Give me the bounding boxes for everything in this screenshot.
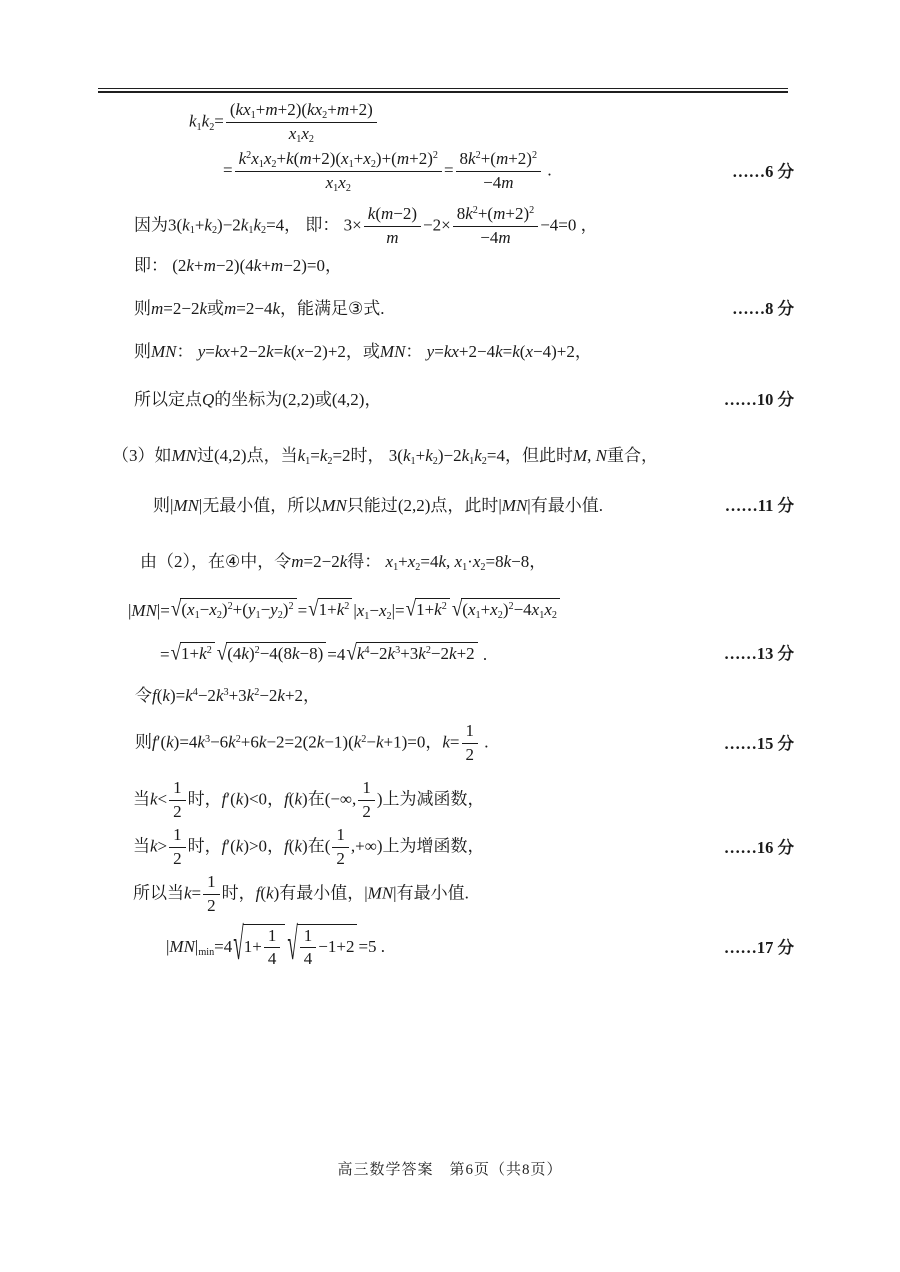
equation-line-9 [100,494,794,518]
equation-line-10 [100,550,794,574]
equation-content: 则$f'(k)=4k^3-6k^2+6k-2=2(2k-1)(k^2-k+1)=0$，k= $\frac{1}{2}$ . [135,721,489,764]
equation-content: k1k2= $\frac{(kx1+m+2)(kx2+m+2)}{x1x2}$ [100,99,379,146]
equation-line-2 [100,148,794,195]
equation-line-7 [100,388,794,412]
equation-line-11 [100,598,794,622]
equation-line-15 [100,777,794,824]
equation-content: 则m=2−2k或m=2−4k，能满足③式. [134,298,385,318]
equation-line-13 [100,684,794,708]
equation-content: 由（2），在④中，令m=2−2k得： x1+x2=4k, x1·x2=8k−8， [140,551,547,573]
equation-line-6 [100,340,794,364]
equation-line-14 [100,720,794,767]
equation-content: 则|MN|无最小值，所以MN只能过(2,2)点，此时|MN|有最小值. [153,495,603,515]
equation-line-17 [100,871,794,918]
equation-content: |MN|= √ $(x1-x2)^2+(y1-y2)^2$ = √ $1+k^2$ |x1−x2|= √ $1+k^2$ √ $(x1+x2)^2-4x1x2$ [100,598,561,622]
equation-line-12 [100,642,794,666]
equation-content: = √ $1+k^2$ √ $(4k)^2-4(8k-8)$ =4 √ $k^4-2k^3+3k^2-2k+2$ . [160,640,488,665]
equation-content: 则MN： y=kx+2−2k=k(x−2)+2，或MN： y=kx+2−4k=k(x−4)+2， [134,341,592,361]
math-content [100,99,794,971]
score-marker: ……16 分 [723,837,794,857]
equation-content: （3）如MN过(4,2)点，当k1=k2=2时， 3(k1+k2)−2k1k2=4，但此时M, N重合， [112,445,658,467]
equation-line-4 [100,254,794,278]
score-marker: ……6 分 [732,161,794,181]
score-marker: ……8 分 [732,298,794,318]
equation-line-8 [100,444,794,468]
equation-line-18 [100,921,794,972]
equation-line-5 [100,297,794,321]
equation-content: 所以定点Q的坐标为(2,2)或(4,2)， [134,389,382,409]
score-marker: ……10 分 [723,389,794,409]
equation-line-16 [100,824,794,871]
equation-content: = $\frac{k^2x1x2+k(m+2)(x1+x2)+(m+2)^2}{x1x2}$ = $\frac{8k^2+(m+2)^2}{-4m}$ . [223,148,552,195]
equation-line-3 [100,203,794,250]
header-rule [98,88,788,93]
equation-content: 因为3(k1+k2)−2k1k2=4， 即： 3× $\frac{k(m-2)}{m}$ −2× $\frac{8k^2+(m+2)^2}{-4m}$ −4=0 ， [134,203,598,247]
equation-content: 所以当k= $\frac{1}{2}$ 时，f(k)有最小值，|MN|有最小值. [133,871,469,915]
equation-content: 令$f(k)=k^4-2k^3+3k^2-2k+2$， [135,685,321,705]
equation-content: 当k< $\frac{1}{2}$ 时，f′(k)<0，f(k)在(−∞, $\frac{1}{2}$ )上为减函数， [133,777,485,821]
page-footer: 高三数学答案 第6页（共8页） [337,1162,563,1178]
equation-content: 当k> $\frac{1}{2}$ 时，f′(k)>0，f(k)在( $\frac{1}{2}$ ,+∞)上为增函数， [133,824,485,868]
score-marker: ……17 分 [723,937,794,957]
score-marker: ……13 分 [723,644,794,664]
score-marker: ……11 分 [724,495,794,515]
equation-content: 即： (2k+m−2)(4k+m−2)=0， [134,255,343,275]
score-marker: ……15 分 [723,733,794,753]
equation-line-1 [100,99,794,146]
equation-content: |MN|min=4 √ 1+ $\frac{1}{4}$ √ $\frac{1}{4}$ −1+2 =5 . [166,921,386,972]
